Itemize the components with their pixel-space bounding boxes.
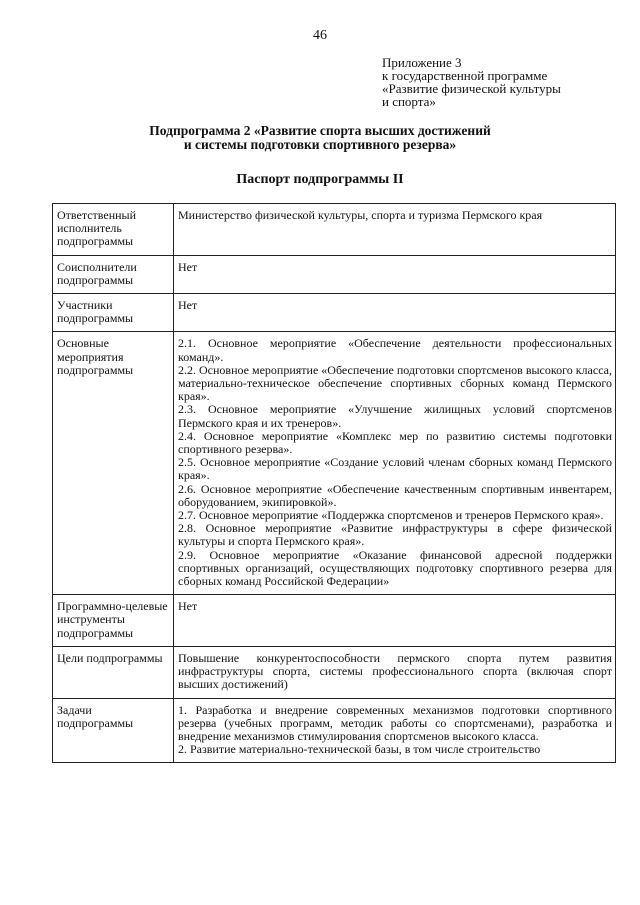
row-value-item: 2.4. Основное мероприятие «Комплекс мер по развитию системы подготовки спортивного резерва». bbox=[178, 428, 612, 457]
row-value-item: 2.2. Основное мероприятие «Обеспечение подготовки спортсменов высокого класса, материально-техническое обеспечение спортивных сборных команд Пермского края». bbox=[178, 362, 612, 404]
subprogram-title-line: Подпрограмма 2 «Развитие спорта высших достижений bbox=[149, 123, 491, 138]
row-value-item: 2.9. Основное мероприятие «Оказание финансовой адресной поддержки спортивных организаций, осуществляющих подготовку спортивного резерва для сборных команд Российской Федерации» bbox=[178, 547, 612, 589]
row-value-item: 1. Разработка и внедрение современных механизмов подготовки спортивного резерва (учебных программ, методик работы со спортсменами), разработка и внедрение механизмов стимулирования спортсменов высокого класса. bbox=[178, 702, 612, 743]
row-value-item: 2.8. Основное мероприятие «Развитие инфраструктуры в сфере физической культуры и спорта Пермского края». bbox=[178, 521, 612, 549]
row-label: Основные мероприятия подпрограммы bbox=[53, 332, 174, 595]
row-value bbox=[174, 698, 616, 763]
row-value bbox=[174, 294, 616, 332]
table-row bbox=[53, 595, 616, 647]
row-value-item: 2.3. Основное мероприятие «Улучшение жилищных условий спортсменов Пермского края и их тренеров». bbox=[178, 402, 612, 430]
row-label: Участники подпрограммы bbox=[53, 294, 174, 332]
row-value-item: Нет bbox=[178, 298, 198, 313]
appendix-line: «Развитие физической культуры bbox=[382, 81, 561, 96]
appendix-line: Приложение 3 bbox=[382, 55, 462, 70]
row-label: Цели подпрограммы bbox=[53, 646, 174, 698]
row-value-item: 2.6. Основное мероприятие «Обеспечение качественным спортивным инвентарем, оборудованием, экипировкой». bbox=[178, 481, 612, 509]
subprogram-title bbox=[0, 124, 640, 152]
row-value-item: 2.1. Основное мероприятие «Обеспечение деятельности профессиональных команд». bbox=[178, 336, 612, 364]
row-value-item: 2. Развитие материально-технической базы, в том числе строительство bbox=[178, 742, 541, 757]
table-row bbox=[53, 294, 616, 332]
row-value bbox=[174, 332, 616, 595]
row-value-item: 2.7. Основное мероприятие «Поддержка спортсменов и тренеров Пермского края». bbox=[178, 508, 604, 523]
row-label: Ответственный исполнитель подпрограммы bbox=[53, 204, 174, 256]
passport-table bbox=[52, 203, 616, 763]
table-row bbox=[53, 332, 616, 595]
appendix-line: и спорта» bbox=[382, 94, 436, 109]
row-label: Задачи подпрограммы bbox=[53, 698, 174, 763]
row-value-item: Министерство физической культуры, спорта и туризма Пермского края bbox=[178, 208, 543, 222]
table-row bbox=[53, 698, 616, 763]
row-value bbox=[174, 204, 616, 256]
row-value-item: Повышение конкурентоспособности пермского спорта путем развития инфраструктуры спорта, системы профессионального спорта (включая спорт высших достижений) bbox=[178, 650, 612, 692]
passport-title: Паспорт подпрограммы II bbox=[236, 172, 404, 187]
row-value bbox=[174, 595, 616, 647]
row-value bbox=[174, 646, 616, 698]
subprogram-title-line: и системы подготовки спортивного резерва» bbox=[183, 137, 457, 152]
table-row bbox=[53, 255, 616, 293]
row-value bbox=[174, 255, 616, 293]
row-value-item: Нет bbox=[178, 599, 198, 614]
passport-table-body bbox=[53, 204, 616, 763]
appendix-line: к государственной программе bbox=[382, 68, 548, 83]
table-row bbox=[53, 646, 616, 698]
row-label: Соисполнители подпрограммы bbox=[53, 255, 174, 293]
appendix-note bbox=[382, 56, 622, 108]
row-value-item: 2.5. Основное мероприятие «Создание условий членам сборных команд Пермского края». bbox=[178, 455, 612, 483]
row-label: Программно-целевые инструменты подпрограммы bbox=[53, 595, 174, 647]
table-row bbox=[53, 204, 616, 256]
page-number: 46 bbox=[313, 28, 327, 43]
row-value-item: Нет bbox=[178, 259, 198, 274]
